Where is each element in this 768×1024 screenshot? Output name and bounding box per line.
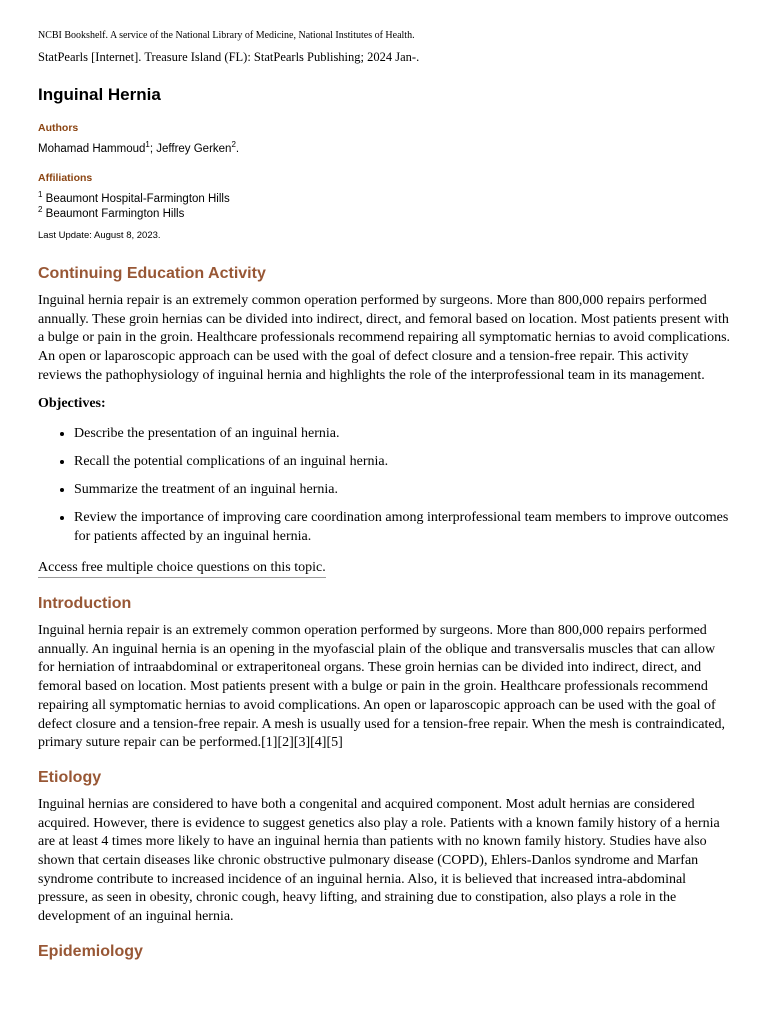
affiliation-item xyxy=(38,207,730,222)
objectives-list xyxy=(38,425,730,547)
objective-item: • Recall the potential complications of an inguinal hernia. xyxy=(74,453,730,472)
introduction-text: Inguinal hernia repair is an extremely common operation performed by surgeons. More than 800,000 repairs performed annually. An inguinal hernia is an opening in the myofascial plain of the oblique and transversalis muscles that can allow for herniation of intraabdominal or extraperitoneal organs. These groin hernias can be divided into indirect, direct, and femoral based on location. Most patients present with a bulge or pain in the groin. Healthcare professionals recommend repairing all symptomatic hernias to avoid complications. An open or laparoscopic approach can be used with the goal of defect closure and a tension-free repair. A mesh is usually used for a tension-free repair. When the mesh is contraindicated, primary suture repair can be performed. xyxy=(38,623,726,751)
affiliations-label: Affiliations xyxy=(38,172,93,184)
objectives-label: Objectives: xyxy=(38,395,106,411)
article-title: Inguinal Hernia xyxy=(38,85,161,104)
author-name[interactable]: Mohamad Hammoud xyxy=(38,143,146,155)
author-affiliation-marker[interactable]: 2 xyxy=(231,140,236,150)
affiliation-marker: 1 xyxy=(38,190,43,200)
objective-item: • Describe the presentation of an inguinal hernia. xyxy=(74,425,730,444)
author-separator: . xyxy=(235,143,240,155)
author-affiliation-marker[interactable]: 1 xyxy=(145,140,150,150)
affiliation-item xyxy=(38,192,730,207)
book-citation: StatPearls [Internet]. Treasure Island (FL): StatPearls Publishing; 2024 Jan-. xyxy=(38,50,420,64)
affiliation-list xyxy=(38,192,730,222)
affiliation-marker: 2 xyxy=(38,205,43,215)
reference-link[interactable]: [3] xyxy=(293,735,311,751)
author-list xyxy=(38,142,730,157)
section-title-continuing-education: Continuing Education Activity xyxy=(38,265,266,282)
reference-link[interactable]: [5] xyxy=(326,735,343,751)
introduction-paragraph xyxy=(38,622,730,753)
etiology-paragraph: Inguinal hernias are considered to have both a congenital and acquired component. Most adult hernias are considered acquired. However, there is evidence to suggest genetics also play a role. Patients with a known family history of a hernia are at least 4 times more likely to have an inguinal hernia than patients with no known family history. Studies have also shown that certain diseases like chronic obstructive pulmonary disease (COPD), Ehlers-Danlos syndrome and Marfan syndrome contribute to increased incidence of an inguinal hernia. Also, it is believed that increased intra-abdominal pressure, as seen in obesity, chronic cough, heavy lifting, and straining due to constipation, also plays a role in the development of an inguinal hernia. xyxy=(38,796,720,925)
authors-label: Authors xyxy=(38,122,79,134)
ncbi-service-line: NCBI Bookshelf. A service of the National Library of Medicine, National Institutes of Health. xyxy=(38,30,415,41)
affiliation-text: Beaumont Hospital-Farmington Hills xyxy=(42,193,230,205)
author-name[interactable]: Jeffrey Gerken xyxy=(156,143,232,155)
objective-item: • Summarize the treatment of an inguinal hernia. xyxy=(74,481,730,500)
objective-item: • Review the importance of improving care coordination among interprofessional team members to improve outcomes for patients affected by an inguinal hernia. xyxy=(74,509,730,546)
author-separator: ; xyxy=(149,143,157,155)
mcq-link[interactable]: Access free multiple choice questions on this topic. xyxy=(38,559,326,578)
reference-link[interactable]: [4] xyxy=(310,735,327,751)
last-update: Last Update: August 8, 2023. xyxy=(38,230,161,241)
reference-link[interactable]: [2] xyxy=(277,735,294,751)
affiliation-text: Beaumont Farmington Hills xyxy=(42,208,185,220)
section-title-epidemiology: Epidemiology xyxy=(38,942,143,960)
cea-paragraph: Inguinal hernia repair is an extremely common operation performed by surgeons. More than 800,000 repairs performed annually. These groin hernias can be divided into indirect, direct, and femoral based on location. Most patients present with a bulge or pain in the groin. Healthcare professionals recommend repairing all symptomatic hernias to avoid complications. An open or laparoscopic approach can be used with the goal of defect closure and a tension-free repair. This activity reviews the pathophysiology of inguinal hernia and highlights the role of the interprofessional team in its management. xyxy=(38,293,731,383)
section-title-introduction: Introduction xyxy=(38,595,132,613)
section-title-etiology: Etiology xyxy=(38,768,102,786)
reference-link[interactable]: [1] xyxy=(261,735,278,751)
